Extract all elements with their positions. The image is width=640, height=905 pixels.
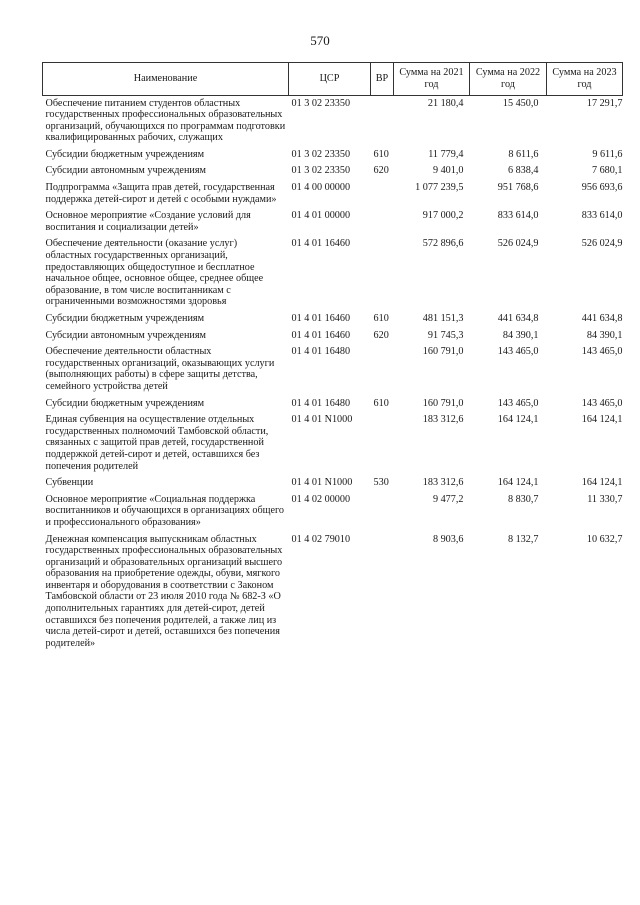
table-row (43, 532, 623, 653)
cell-vr (371, 492, 394, 532)
cell-csr: 01 3 02 23350 (291, 165, 351, 177)
cell-vr (371, 237, 394, 312)
table-row (43, 345, 623, 396)
cell-sum-2021: 8 903,6 (432, 533, 464, 545)
cell-csr: 01 4 01 16460 (291, 313, 351, 324)
cell-csr: 01 4 01 16460 (291, 238, 351, 250)
table-row (43, 413, 623, 476)
cell-sum-2021: 9 401,0 (432, 165, 464, 177)
cell-vr: 620 (373, 329, 389, 341)
cell-sum-2023: 17 291,7 (586, 97, 623, 109)
cell-sum-2022: 143 465,0 (497, 397, 539, 409)
cell-sum-2023: 526 024,9 (581, 238, 623, 250)
cell-sum-2022: 526 024,9 (497, 238, 539, 250)
header-sum-2021: Сумма на 2021 год (394, 63, 470, 96)
cell-sum-2022: 164 124,1 (497, 414, 539, 426)
cell-vr (371, 413, 394, 476)
table-row (43, 396, 623, 413)
cell-sum-2022: 8 830,7 (507, 493, 539, 505)
cell-sum-2023: 441 634,8 (581, 313, 623, 324)
cell-name: Субсидии бюджетным учреждениям (45, 397, 205, 409)
header-vr: ВР (371, 63, 394, 96)
cell-sum-2021: 481 151,3 (422, 313, 464, 324)
cell-csr: 01 4 02 00000 (291, 493, 351, 505)
cell-csr: 01 4 01 00000 (291, 210, 351, 222)
cell-csr: 01 4 02 79010 (291, 533, 351, 545)
cell-name: Основное мероприятие «Создание условий для воспитания и социализации детей» (45, 210, 251, 233)
page-number: 570 (310, 33, 330, 48)
cell-sum-2021: 91 745,3 (427, 329, 464, 341)
cell-sum-2023: 164 124,1 (581, 477, 623, 489)
cell-csr: 01 4 00 00000 (291, 182, 351, 194)
table-row (43, 476, 623, 493)
cell-sum-2022: 15 450,0 (502, 97, 539, 109)
cell-sum-2023: 164 124,1 (581, 414, 623, 426)
table-row (43, 312, 623, 329)
cell-sum-2021: 11 779,4 (428, 148, 464, 160)
cell-vr (371, 345, 394, 396)
cell-csr: 01 3 02 23350 (291, 148, 351, 160)
cell-sum-2021: 160 791,0 (422, 346, 464, 358)
table-row (43, 181, 623, 209)
cell-sum-2021: 572 896,6 (422, 238, 464, 250)
cell-name: Подпрограмма «Защита прав детей, государственная поддержка детей-сирот и детей с особыми нуждами» (45, 182, 277, 205)
cell-name: Субвенции (45, 477, 94, 489)
cell-sum-2022: 6 838,4 (507, 165, 539, 177)
cell-name: Обеспечение питанием студентов областных государственных профессиональных образовательных организаций, обучающихся по программам подготовки квалифицированных рабочих, служащих (45, 97, 286, 144)
cell-sum-2022: 8 132,7 (507, 533, 539, 545)
cell-csr: 01 4 01 16460 (291, 329, 351, 341)
cell-name: Обеспечение деятельности (оказание услуг) областных государственных организаций, предоставляющих общедоступное и бесплатное начальное общее, основное общее, среднее общее образование, в том числе воспитанникам с ограниченными возможностями здоровья (45, 238, 264, 308)
cell-name: Субсидии автономным учреждениям (45, 329, 206, 341)
header-sum-2022: Сумма на 2022 год (470, 63, 547, 96)
cell-sum-2021: 160 791,0 (422, 397, 464, 409)
table-row (43, 328, 623, 345)
cell-sum-2023: 956 693,6 (581, 182, 623, 194)
cell-vr (371, 181, 394, 209)
cell-vr (371, 209, 394, 237)
cell-sum-2021: 917 000,2 (422, 210, 464, 222)
table-row (43, 237, 623, 312)
table-header (43, 63, 623, 96)
cell-csr: 01 4 01 16480 (291, 346, 351, 358)
cell-sum-2021: 1 077 239,5 (415, 182, 464, 194)
cell-csr: 01 3 02 23350 (291, 97, 351, 109)
cell-sum-2022: 441 634,8 (497, 313, 539, 324)
header-name: Наименование (43, 63, 289, 96)
cell-sum-2021: 21 180,4 (427, 97, 464, 109)
budget-table (42, 62, 623, 653)
cell-vr (371, 96, 394, 148)
cell-name: Основное мероприятие «Социальная поддержка воспитанников и обучающихся в организациях общего и профессионального образования» (45, 493, 285, 528)
cell-sum-2023: 84 390,1 (586, 329, 623, 341)
cell-sum-2023: 833 614,0 (581, 210, 623, 222)
cell-sum-2022: 164 124,1 (497, 477, 539, 489)
cell-sum-2022: 143 465,0 (497, 346, 539, 358)
table-row (43, 96, 623, 148)
cell-sum-2023: 10 632,7 (586, 533, 623, 545)
cell-sum-2023: 143 465,0 (581, 397, 623, 409)
table-row (43, 492, 623, 532)
cell-csr: 01 4 01 N1000 (291, 414, 353, 426)
cell-vr (371, 532, 394, 653)
header-csr: ЦСР (289, 63, 371, 96)
cell-csr: 01 4 01 N1000 (291, 477, 353, 489)
cell-sum-2023: 9 611,6 (592, 148, 623, 160)
table-row (43, 209, 623, 237)
cell-sum-2021: 183 312,6 (422, 477, 464, 489)
cell-sum-2022: 8 611,6 (508, 148, 539, 160)
cell-sum-2022: 951 768,6 (497, 182, 539, 194)
header-row (43, 63, 623, 96)
cell-vr: 610 (373, 397, 389, 409)
table-body (43, 96, 623, 653)
table-row (43, 164, 623, 181)
cell-vr: 610 (373, 148, 389, 160)
cell-sum-2021: 9 477,2 (432, 493, 464, 505)
header-sum-2023: Сумма на 2023 год (547, 63, 623, 96)
cell-sum-2022: 833 614,0 (497, 210, 539, 222)
cell-name: Денежная компенсация выпускникам областных государственных профессиональных образовательных организаций и образовательных организаций высшего образования на приобретение одежды, обуви, мягкого инвентаря и оборудования в соответствии с Законом Тамбовской области от 23 июля 2010 года № 682-З «О дополнительных гарантиях для детей-сирот, детей оставшихся без попечения родителей, а также лиц из числа детей-сирот и детей, оставшихся без попечения родителей» (45, 533, 283, 649)
cell-vr: 620 (373, 165, 389, 177)
cell-name: Субсидии бюджетным учреждениям (45, 313, 205, 324)
cell-sum-2022: 84 390,1 (502, 329, 539, 341)
cell-sum-2023: 11 330,7 (587, 493, 623, 505)
cell-vr: 610 (373, 313, 389, 324)
cell-sum-2021: 183 312,6 (422, 414, 464, 426)
table-row (43, 147, 623, 164)
cell-name: Субсидии автономным учреждениям (45, 165, 206, 177)
cell-name: Субсидии бюджетным учреждениям (45, 148, 205, 160)
cell-sum-2023: 7 680,1 (591, 165, 623, 177)
cell-vr: 530 (373, 477, 389, 489)
cell-name: Обеспечение деятельности областных государственных организаций, оказывающих услуги (выполняющих работы) в сфере защиты детства, семейного устройства детей (45, 346, 275, 392)
cell-name: Единая субвенция на осуществление отдельных государственных полномочий Тамбовской области, связанных с защитой прав детей, государственной поддержкой детей-сирот и детей, оставшихся без попечения родителей (45, 414, 269, 472)
cell-csr: 01 4 01 16480 (291, 397, 351, 409)
cell-sum-2023: 143 465,0 (581, 346, 623, 358)
